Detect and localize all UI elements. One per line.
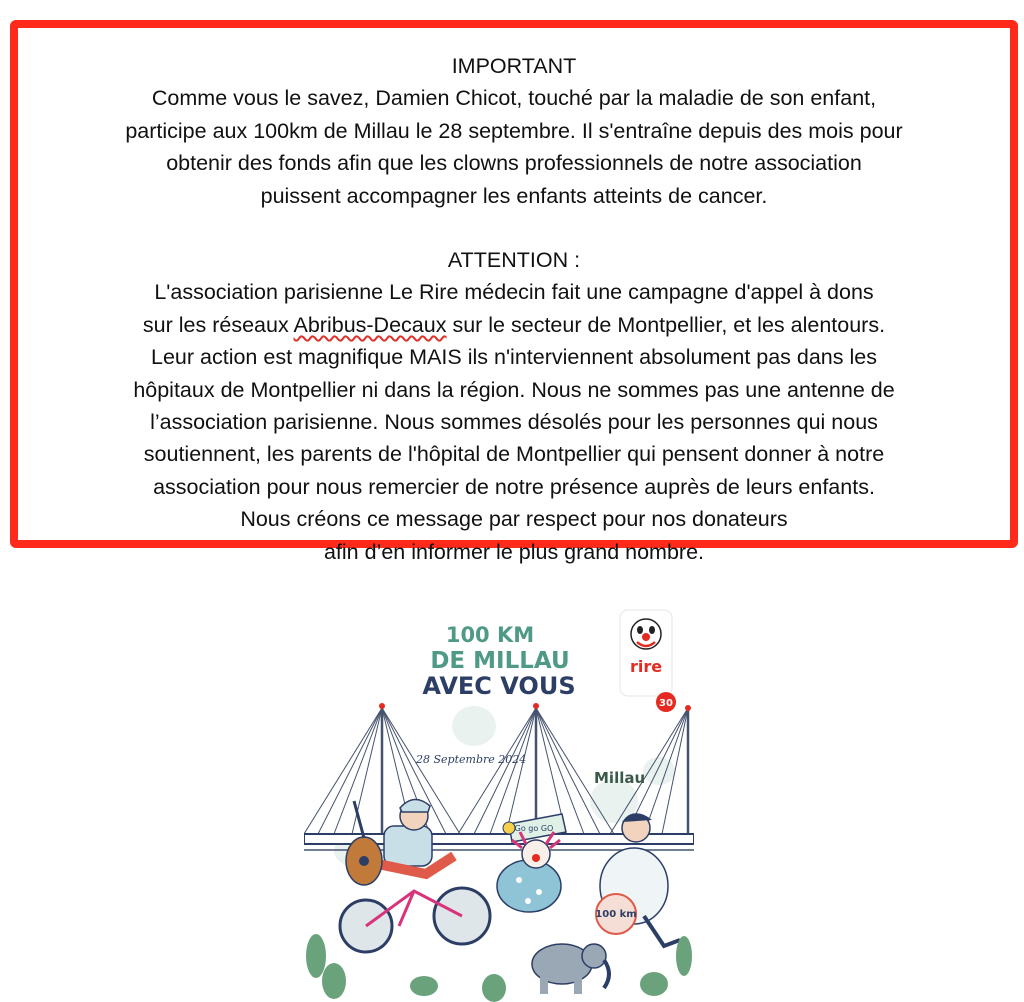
para2-line-2 [18, 309, 1010, 341]
para1-line-2: participe aux 100km de Millau le 28 septembre. Il s'entraîne depuis des mois pour [125, 118, 903, 143]
notice-box [10, 20, 1018, 564]
poster-date: 28 Septembre 2024 [416, 753, 527, 766]
poster-title-line3: AVEC VOUS [422, 672, 576, 700]
paragraph-gap [18, 212, 1010, 244]
logo-years: 30 [659, 698, 673, 709]
sign-text: Go go GO [514, 824, 554, 833]
para2-line-3: Leur action est magnifique MAIS ils n'interviennent absolument pas dans les [151, 345, 877, 370]
para2-line-2-post: sur le secteur de Montpellier, et les alentours. [446, 312, 886, 337]
para2-line-7: association pour nous remercier de notre présence auprès de leurs enfants. [153, 474, 875, 499]
para1-line-1: Comme vous le savez, Damien Chicot, touché par la maladie de son enfant, [151, 86, 877, 111]
para2-line-5: l’association parisienne. Nous sommes désolés pour les personnes qui nous [150, 410, 878, 435]
para2-line-2-pre: sur les réseaux [142, 312, 294, 337]
para2-line-6: soutiennent, les parents de l'hôpital de Montpellier qui pensent donner à notre [143, 442, 885, 467]
event-poster [304, 596, 694, 1002]
heading-attention: ATTENTION : [447, 248, 581, 273]
poster-place: Millau [594, 769, 646, 787]
elephant-illustration [532, 944, 609, 994]
para1-line-4: puissent accompagner les enfants atteints de cancer. [260, 183, 768, 208]
belly-text: 100 km [595, 909, 637, 920]
abribus-decaux-text: Abribus-Decaux [293, 312, 447, 337]
para2-line-8: Nous créons ce message par respect pour nos donateurs [240, 507, 788, 532]
rire-logo [620, 610, 676, 712]
poster-title-line2: DE MILLAU [430, 648, 570, 674]
poster-title-line1: 100 KM [445, 623, 535, 647]
logo-word: rire [629, 657, 663, 676]
heading-important: IMPORTANT [451, 54, 577, 78]
clown-illustration [497, 814, 566, 912]
cyclist-illustration [340, 799, 490, 952]
para2-line-9: afin d’en informer le plus grand nombre. [323, 539, 705, 564]
notice-text [18, 50, 1010, 568]
para1-line-3: obtenir des fonds afin que les clowns professionnels de notre association [166, 151, 862, 176]
para2-line-4: hôpitaux de Montpellier ni dans la région. Nous ne sommes pas une antenne de [133, 377, 895, 402]
para2-line-1: L'association parisienne Le Rire médecin fait une campagne d'appel à dons [154, 280, 874, 305]
